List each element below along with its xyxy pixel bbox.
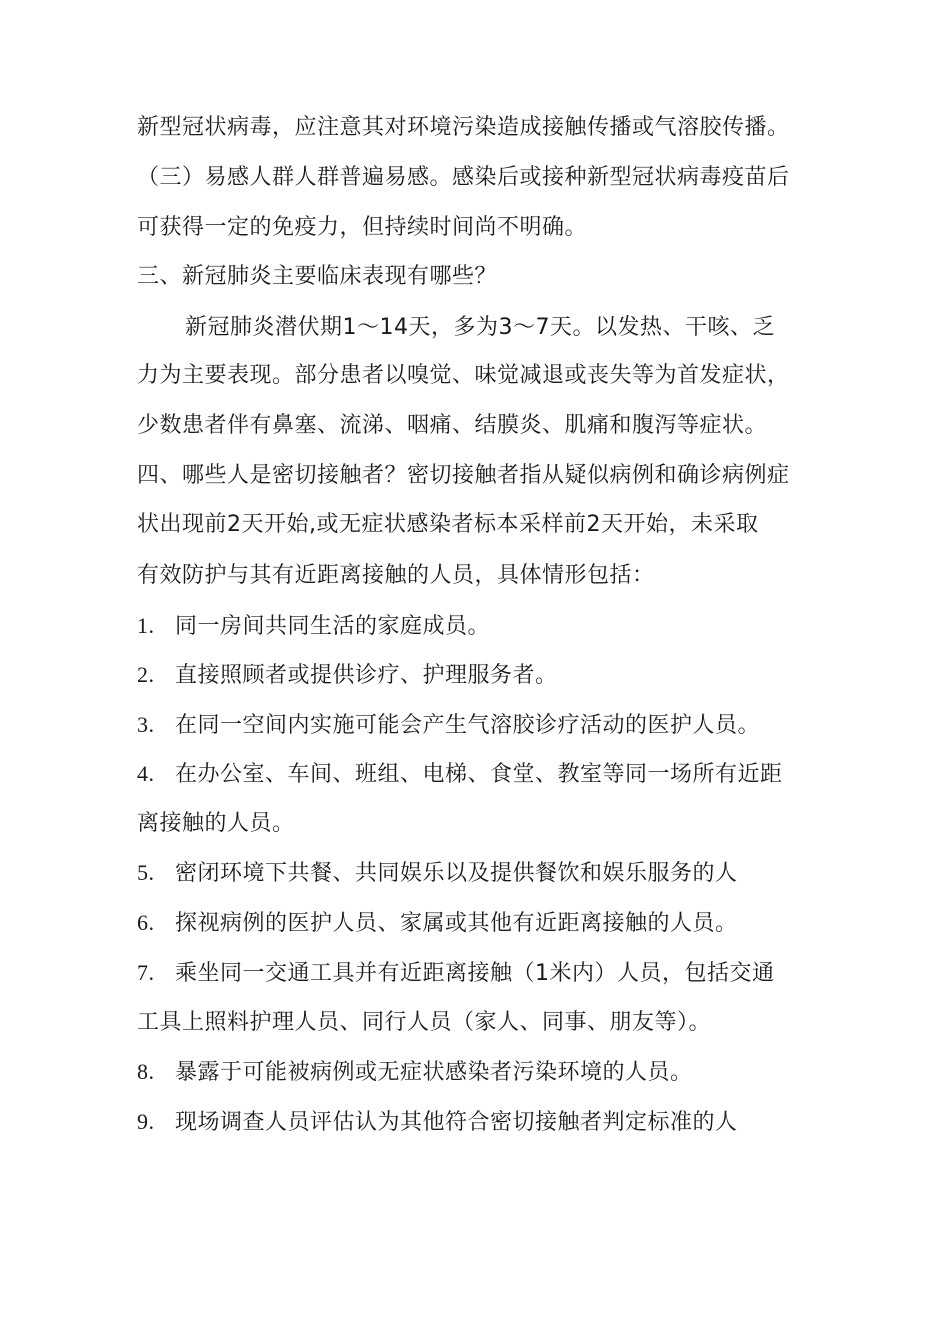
list-item xyxy=(137,611,490,642)
list-item xyxy=(137,958,775,989)
list-item xyxy=(137,1107,738,1138)
list-item-text: 直接照顾者或提供诊疗、护理服务者。 xyxy=(175,663,558,688)
paragraph-line: 新冠肺炎潜伏期1〜14天，多为3〜7天。以发热、干咳、乏 xyxy=(185,315,775,340)
paragraph-line: 少数患者伴有鼻塞、流涕、咽痛、结膜炎、肌痛和腹泻等症状。 xyxy=(137,413,768,438)
list-item-number: 5. xyxy=(137,860,155,885)
paragraph-line: 有效防护与其有近距离接触的人员，具体情形包括： xyxy=(137,563,655,588)
paragraph-line: 新型冠状病毒，应注意其对环境污染造成接触传播或气溶胶传播。 xyxy=(137,115,790,140)
list-item xyxy=(137,908,738,939)
section-heading: 四、哪些人是密切接触者？密切接触者指从疑似病例和确诊病例症 xyxy=(137,463,790,488)
list-item-text: 同一房间共同生活的家庭成员。 xyxy=(175,614,491,639)
list-item-text: 探视病例的医护人员、家属或其他有近距离接触的人员。 xyxy=(175,911,738,936)
list-item-number: 6. xyxy=(137,910,155,935)
list-item-text: 在同一空间内实施可能会产生气溶胶诊疗活动的医护人员。 xyxy=(175,713,761,738)
paragraph-line: 可获得一定的免疫力，但持续时间尚不明确。 xyxy=(137,215,588,240)
list-item xyxy=(137,759,783,790)
list-item-continuation: 工具上照料护理人员、同行人员（家人、同事、朋友等）。 xyxy=(137,1010,712,1035)
paragraph-line: （三）易感人群人群普遍易感。感染后或接种新型冠状病毒疫苗后 xyxy=(137,165,790,190)
list-item xyxy=(137,858,738,889)
list-item-number: 2. xyxy=(137,662,155,687)
list-item-text: 在办公室、车间、班组、电梯、食堂、教室等同一场所有近距 xyxy=(175,762,783,787)
section-heading: 三、新冠肺炎主要临床表现有哪些？ xyxy=(137,264,498,289)
paragraph-line: 状出现前2天开始,或无症状感染者标本采样前2天开始，未采取 xyxy=(137,512,759,537)
list-item-number: 8. xyxy=(137,1059,155,1084)
list-item-text: 密闭环境下共餐、共同娱乐以及提供餐饮和娱乐服务的人 xyxy=(175,861,738,886)
list-item-number: 3. xyxy=(137,712,155,737)
paragraph-line: 力为主要表现。部分患者以嗅觉、味觉减退或丧失等为首发症状， xyxy=(137,363,790,388)
list-item xyxy=(137,660,558,691)
list-item-number: 4. xyxy=(137,761,155,786)
list-item-number: 7. xyxy=(137,960,155,985)
list-item-continuation: 离接触的人员。 xyxy=(137,811,295,836)
list-item-number: 9. xyxy=(137,1109,155,1134)
list-item xyxy=(137,710,760,741)
list-item-text: 乘坐同一交通工具并有近距离接触（1米内）人员，包括交通 xyxy=(175,961,775,986)
list-item-text: 暴露于可能被病例或无症状感染者污染环境的人员。 xyxy=(175,1060,693,1085)
list-item-number: 1. xyxy=(137,613,155,638)
list-item-text: 现场调查人员评估认为其他符合密切接触者判定标准的人 xyxy=(175,1110,738,1135)
list-item xyxy=(137,1057,693,1088)
